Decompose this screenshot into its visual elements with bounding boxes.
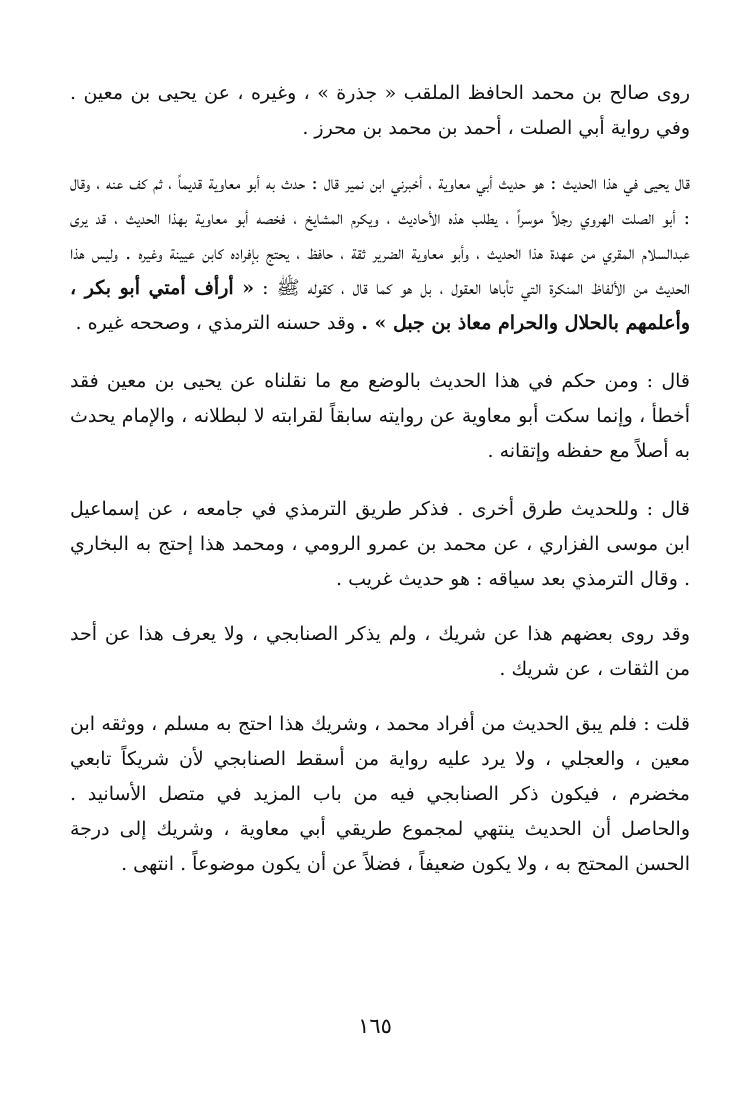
paragraph-3: قال : ومن حكم في هذا الحديث بالوضع مع ما نقلناه عن يحيى بن معين فقد أخطأ ، وإنما سكت أبو معاوية عن روايته سابقاً لقرابته لا لبطلانه ، والإمام يحدث به أصلاً مع حفظه وإتقانه . [70,370,690,462]
paragraph-5: وقد روى بعضهم هذا عن شريك ، ولم يذكر الصنابجي ، ولا يعرف هذا عن أحد من الثقات ، عن شريك . [70,623,690,680]
paragraph-2-text-before: قال يحيى في هذا الحديث : هو حديث أبي معاوية ، أخبرني ابن نمير قال : حدث به أبو معاوية قديماً ، ثم كف عنه ، وقال : أبو الصلت الهروي رجلاً موسراً ، يطلب هذه الأحاديث ، ويكرم المشايخ ، فخصه أبو معاوية بهذا الحديث ، قد يرى عبدالسلام المقري من عهدة هذا الحديث ، وأبو معاوية الضرير ثقة ، حافظ ، يحتج بإفراده كابن عيينة وغيره . وليس هذا الحديث من الألفاظ المنكرة التي تأباها العقول ، بل هو كما قال ، كقوله ﷺ : [70,172,691,299]
paragraph-2-text-after: وقد حسنه الترمذي ، وصححه غيره . [75,312,362,334]
paragraph-1: روى صالح بن محمد الحافظ الملقب « جذرة » ، وغيره ، عن يحيى بن معين . وفي رواية أبي الصلت ، أحمد بن محمد بن محرز . [70,82,690,139]
page-body [70,76,690,905]
paragraph-6: قلت : فلم يبق الحديث من أفراد محمد ، وشريك هذا احتج به مسلم ، ووثقه ابن معين ، والعجلي ، ولا يرد عليه رواية من أسقط الصنابجي لأن شريكاً تابعي مخضرم ، فيكون ذكر الصنابجي فيه من باب المزيد في متصل الأسانيد . والحاصل أن الحديث ينتهي لمجموع طريقي أبي معاوية ، وشريك إلى درجة الحسن المحتج به ، ولا يكون ضعيفاً ، فضلاً عن أن يكون موضوعاً . انتهى . [70,713,690,875]
page-number: ١٦٥ [358,1014,392,1038]
paragraph-2 [70,166,690,341]
paragraph-4: قال : وللحديث طرق أخرى . فذكر طريق الترمذي في جامعه ، عن إسماعيل ابن موسى الفزاري ، عن محمد بن عمرو الرومي ، ومحمد هذا إحتج به البخاري . وقال الترمذي بعد سياقه : هو حديث غريب . [70,498,690,590]
hadith-quote: « أرأف أمتي أبو بكر ، وأعلمهم بالحلال والحرام معاذ بن جبل » . [70,277,690,334]
